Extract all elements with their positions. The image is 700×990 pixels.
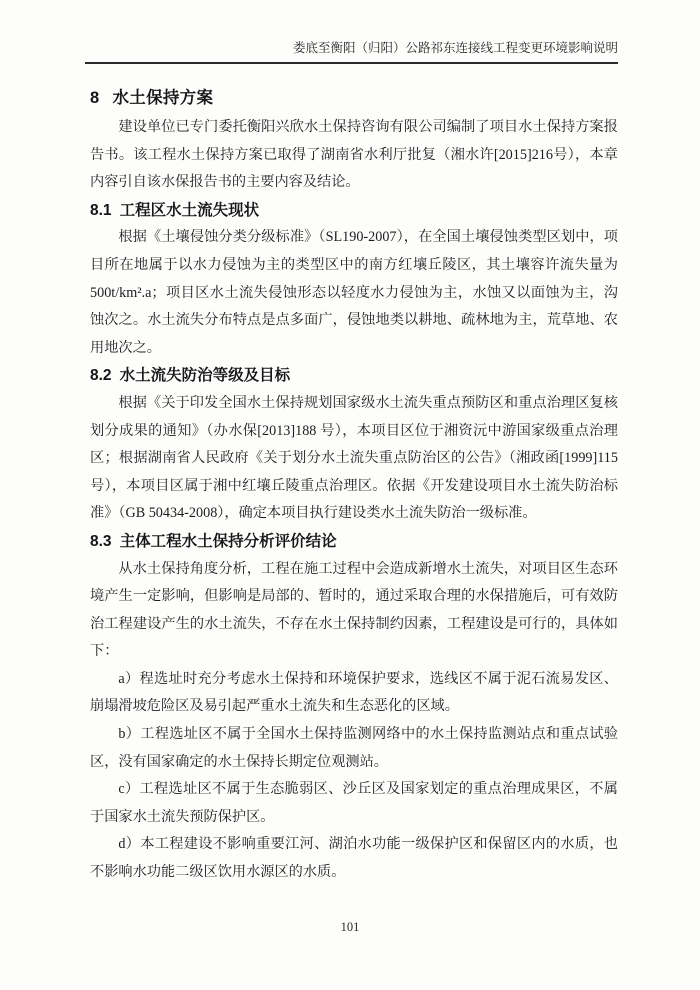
chapter-title: 水土保持方案	[112, 89, 214, 107]
page-header	[85, 40, 618, 64]
section-number: 8.2	[90, 367, 112, 385]
section-title: 主体工程水土保持分析评价结论	[119, 532, 337, 550]
chapter-heading	[90, 86, 618, 110]
section-title: 工程区水土流失现状	[119, 201, 260, 219]
section-number: 8.1	[90, 201, 112, 219]
section-heading-8-2	[90, 362, 618, 390]
page-number: 101	[340, 920, 360, 934]
section-8-1-paragraph: 根据《土壤侵蚀分类分级标准》（SL190-2007），在全国土壤侵蚀类型区划中，项目所在地属于以水力侵蚀为主的类型区中的南方红壤丘陵区，其土壤容许流失量为500t/km².a；项目区水土流失侵蚀形态以轻度水力侵蚀为主，水蚀又以面蚀为主，沟蚀次之。水土流失分布特点是点多面广，侵蚀地类以耕地、疏林地为主，荒草地、农用地次之。	[90, 229, 618, 356]
page-content	[90, 86, 618, 887]
page-footer	[0, 920, 700, 935]
section-8-3-paragraph: 从水土保持角度分析，工程在施工过程中会造成新增水土流失，对项目区生态环境产生一定影响，但影响是局部的、暂时的，通过采取合理的水保措施后，可有效防治工程建设产生的水土流失，不存在水土保持制约因素，工程建设是可行的，具体如下：	[90, 560, 618, 660]
section-8-2-paragraph: 根据《关于印发全国水土保持规划国家级水土流失重点预防区和重点治理区复核划分成果的通知》（办水保[2013]188 号），本项目区位于湘资沅中游国家级重点治理区；根据湖南省人民政府《关于划分水土流失重点防治区的公告》（湘政函[1999]115号），本项目区属于湘中红壤丘陵重点治理区。依据《开发建设项目水土流失防治标准》（GB 50434-2008），确定本项目执行建设类水土流失防治一级标准。	[90, 394, 618, 522]
conclusion-item-a: a）程选址时充分考虑水土保持和环境保护要求，选线区不属于泥石流易发区、崩塌滑坡危险区及易引起严重水土流失和生态恶化的区域。	[90, 670, 618, 715]
conclusion-item-d: d）本工程建设不影响重要江河、湖泊水功能一级保护区和保留区内的水质，也不影响水功能二级区饮用水源区的水质。	[90, 836, 618, 881]
section-heading-8-3	[90, 528, 618, 556]
section-heading-8-1	[90, 197, 618, 225]
chapter-number: 8	[90, 89, 100, 107]
intro-paragraph: 建设单位已专门委托衡阳兴欣水土保持咨询有限公司编制了项目水土保持方案报告书。该工程水土保持方案已取得了湖南省水利厅批复（湘水许[2015]216号），本章内容引自该水保报告书的主要内容及结论。	[90, 119, 618, 191]
section-title: 水土流失防治等级及目标	[119, 367, 291, 385]
header-title: 娄底至衡阳（归阳）公路祁东连接线工程变更环境影响说明	[292, 41, 618, 55]
conclusion-item-b: b）工程选址区不属于全国水土保持监测网络中的水土保持监测站点和重点试验区，没有国家确定的水土保持长期定位观测站。	[90, 726, 618, 770]
section-number: 8.3	[90, 532, 112, 550]
conclusion-item-c: c）工程选址区不属于生态脆弱区、沙丘区及国家划定的重点治理成果区，不属于国家水土流失预防保护区。	[90, 781, 618, 825]
